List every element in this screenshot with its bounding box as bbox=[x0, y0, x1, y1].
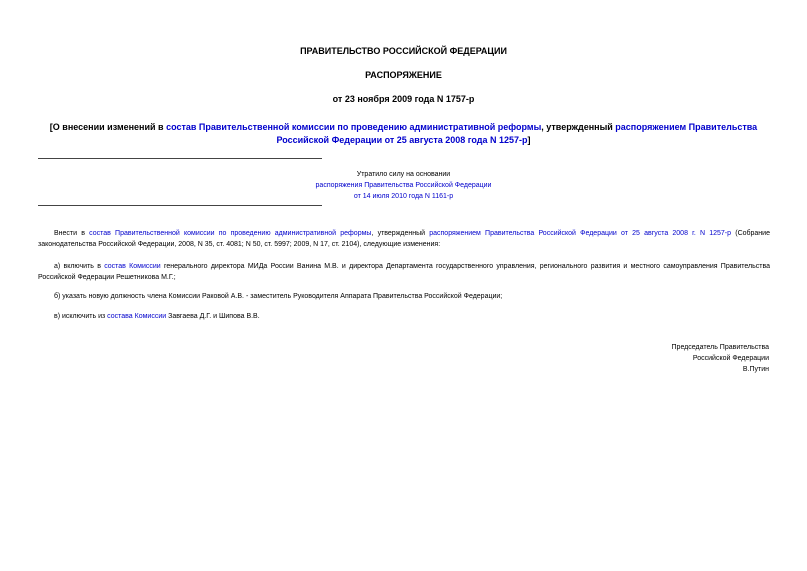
title-text-3: ] bbox=[527, 135, 531, 145]
document-type-heading: РАСПОРЯЖЕНИЕ bbox=[365, 70, 442, 80]
status-note bbox=[0, 169, 807, 202]
intro-commission-link[interactable]: состав Правительственной комиссии по проведению административной реформы bbox=[89, 230, 372, 237]
repeal-order-link[interactable]: распоряжения Правительства Российской Федерации bbox=[315, 182, 492, 189]
item-a-paragraph bbox=[38, 261, 770, 283]
commission-composition-link[interactable]: состав Правительственной комиссии по проведению административной реформы bbox=[166, 122, 542, 132]
item-a-text-1: а) включить в bbox=[54, 263, 105, 270]
signature-title: Председатель Правительства bbox=[671, 344, 769, 351]
intro-order-link[interactable]: распоряжением Правительства Российской Федерации от 25 августа 2008 г. N 1257-р bbox=[429, 230, 732, 237]
signature-name: В.Путин bbox=[742, 366, 769, 373]
title-text-1: [О внесении изменений в bbox=[49, 122, 167, 132]
intro-text-1: Внести в bbox=[54, 230, 90, 237]
divider-top bbox=[38, 158, 322, 159]
signature-block bbox=[569, 342, 769, 375]
intro-text-2: , утвержденный bbox=[371, 230, 430, 237]
item-c-text-2: Завгаева Д.Г. и Шипова В.В. bbox=[166, 313, 260, 320]
document-title bbox=[40, 121, 767, 147]
item-c-paragraph bbox=[38, 311, 770, 322]
document-date-heading: от 23 ноября 2009 года N 1757-р bbox=[332, 94, 475, 104]
intro-text-3: (Собрание законодательства Российской Федерации, 2008, N 35, ст. 4081; N 50, ст. 5997; 2009, N 17, ст. 2104), следующие изменения: bbox=[38, 230, 770, 248]
item-c-commission-link[interactable]: состава Комиссии bbox=[107, 313, 167, 320]
intro-paragraph bbox=[38, 228, 770, 250]
signature-country: Российской Федерации bbox=[692, 355, 769, 362]
item-a-text-2: генерального директора МИДа России Ванина М.В. и директора Департамента государственного управления, регионального развития и местного самоуправления Правительства Российской Федерации Решетникова М.Г.; bbox=[38, 263, 771, 281]
item-b-text: б) указать новую должность члена Комиссии Раковой А.В. - заместитель Руководителя Аппарата Правительства Российской Федерации; bbox=[54, 293, 503, 300]
divider-bottom bbox=[38, 205, 322, 206]
item-b-paragraph bbox=[38, 291, 770, 302]
status-note-line: Утратило силу на основании bbox=[356, 171, 451, 178]
item-a-commission-link[interactable]: состав Комиссии bbox=[104, 263, 161, 270]
item-c-text-1: в) исключить из bbox=[54, 313, 108, 320]
order-1257-link[interactable]: распоряжением Правительства Российской Федерации от 25 августа 2008 года N 1257-р bbox=[276, 122, 758, 145]
government-heading: ПРАВИТЕЛЬСТВО РОССИЙСКОЙ ФЕДЕРАЦИИ bbox=[300, 46, 507, 56]
repeal-order-date-link[interactable]: от 14 июля 2010 года N 1161-р bbox=[353, 193, 454, 200]
title-text-2: , утвержденный bbox=[541, 122, 616, 132]
